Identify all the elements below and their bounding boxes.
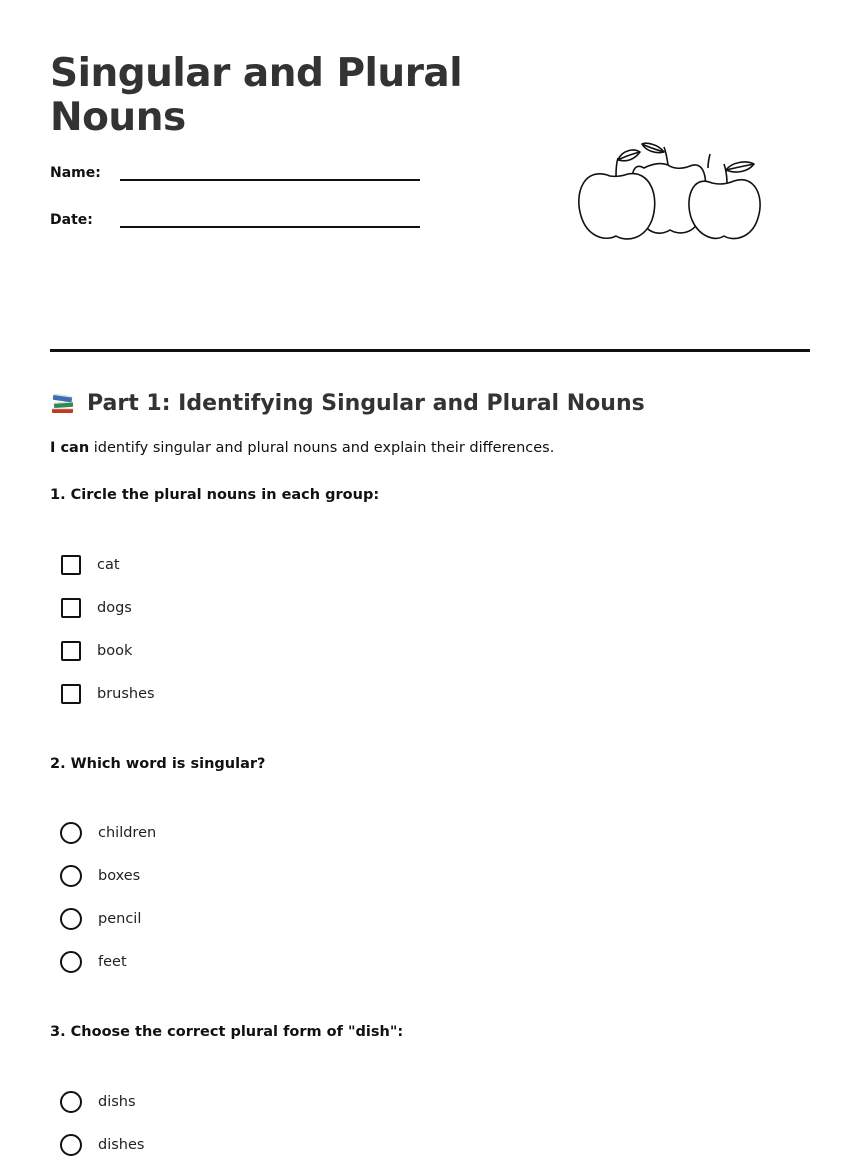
q1-option-book[interactable] (60, 639, 132, 663)
checkbox[interactable] (61, 684, 81, 704)
checkbox[interactable] (61, 641, 81, 661)
option-label: children (98, 825, 157, 841)
learning-objective (50, 440, 554, 456)
question-3-prompt: 3. Choose the correct plural form of "dish": (50, 1024, 404, 1040)
option-label: dishes (98, 1137, 145, 1153)
question-2-prompt: 2. Which word is singular? (50, 756, 266, 772)
q1-option-dogs[interactable] (60, 596, 132, 620)
books-icon (50, 391, 76, 417)
worksheet-title: Singular and Plural Nouns (50, 51, 463, 140)
name-line[interactable] (120, 179, 420, 181)
q3-option-dishes[interactable] (60, 1133, 144, 1157)
radio-button[interactable] (60, 1091, 82, 1113)
q2-option-boxes[interactable] (60, 864, 140, 888)
name-label: Name: (50, 165, 101, 181)
option-label: cat (97, 557, 120, 573)
option-label: brushes (97, 686, 155, 702)
checkbox[interactable] (61, 555, 81, 575)
radio-button[interactable] (60, 822, 82, 844)
option-label: feet (98, 954, 127, 970)
radio-button[interactable] (60, 865, 82, 887)
q2-option-children[interactable] (60, 821, 156, 845)
part1-title: Part 1: Identifying Singular and Plural Nouns (87, 391, 645, 416)
radio-button[interactable] (60, 1134, 82, 1156)
date-label: Date: (50, 212, 93, 228)
radio-button[interactable] (60, 951, 82, 973)
option-label: pencil (98, 911, 142, 927)
objective-bold: I can (50, 440, 90, 456)
q1-option-brushes[interactable] (60, 682, 155, 706)
question-1-prompt: 1. Circle the plural nouns in each group: (50, 487, 380, 503)
q3-option-dishs[interactable] (60, 1090, 136, 1114)
q2-option-feet[interactable] (60, 950, 127, 974)
option-label: book (97, 643, 133, 659)
option-label: dogs (97, 600, 132, 616)
apples-icon (572, 138, 772, 248)
option-label: boxes (98, 868, 141, 884)
objective-text: identify singular and plural nouns and explain their differences. (89, 440, 555, 456)
q1-option-cat[interactable] (60, 553, 120, 577)
section-divider (50, 349, 810, 352)
option-label: dishs (98, 1094, 136, 1110)
radio-button[interactable] (60, 908, 82, 930)
part1-heading (50, 389, 645, 419)
checkbox[interactable] (61, 598, 81, 618)
date-line[interactable] (120, 226, 420, 228)
q2-option-pencil[interactable] (60, 907, 141, 931)
